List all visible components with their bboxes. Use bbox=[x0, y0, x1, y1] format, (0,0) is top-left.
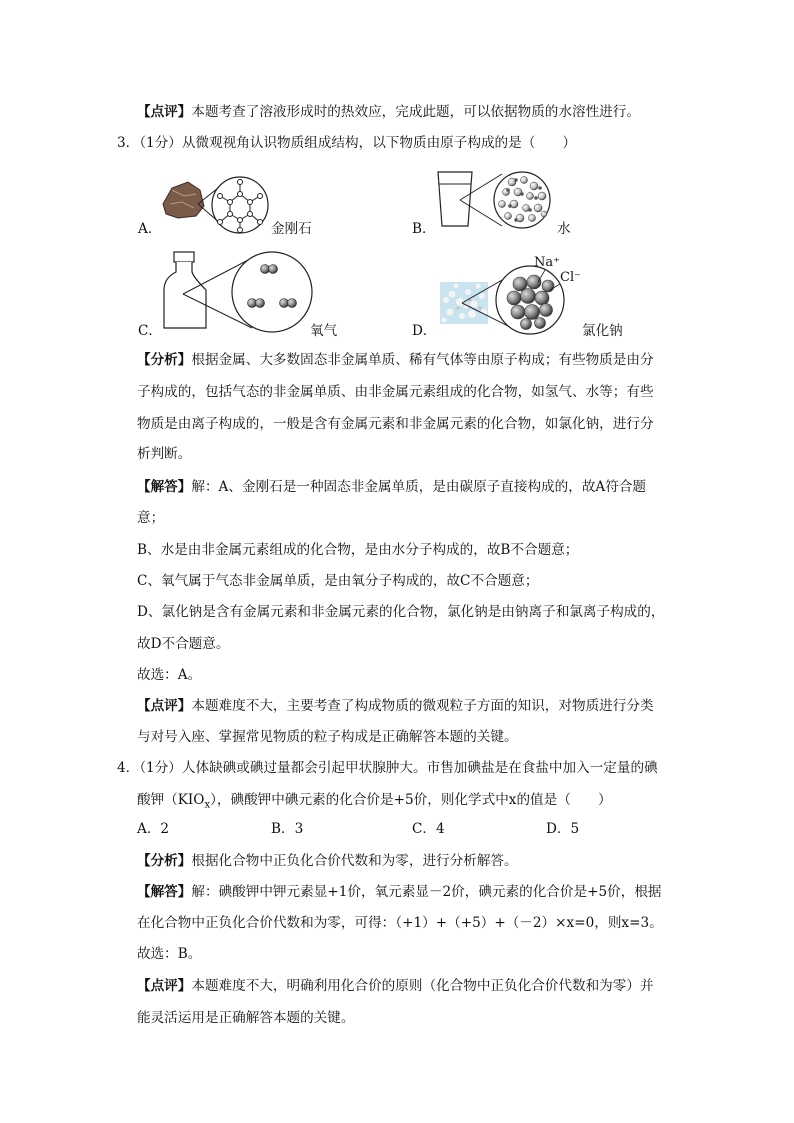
diamond-illustration bbox=[163, 177, 268, 233]
question-3-stem bbox=[117, 133, 576, 153]
review-q4-line-1 bbox=[137, 976, 654, 996]
analysis-q3-line-2: 子构成的，包括气态的非金属单质、由非金属元素组成的化合物，如氢气、水等；有些 bbox=[137, 384, 654, 400]
analysis-tag: 【分析】 bbox=[137, 352, 192, 368]
sodium-ion-label: Na⁺ bbox=[534, 255, 560, 270]
answer-q3-line-5: D、氯化钠是含有金属元素和非金属元素的化合物，氯化钠是由钠离子和氯离子构成的， bbox=[137, 604, 665, 620]
option-b-letter: B． bbox=[412, 221, 436, 237]
option-b: B．3 bbox=[271, 821, 304, 837]
analysis-text: 根据化合物中正负化合价代数和为零，进行分析解答。 bbox=[191, 853, 518, 869]
answer-text: 解：A、金刚石是一种固态非金属单质，是由碳原子直接构成的，故A符合题 bbox=[191, 479, 647, 495]
question-text-cont: ），碘酸钾中碘元素的化合价是+5价，则化学式中x的值是（ ） bbox=[210, 792, 612, 808]
answer-q4-line-1 bbox=[137, 882, 662, 902]
option-c-letter: C． bbox=[138, 323, 162, 339]
review-text: 本题难度不大，主要考查了构成物质的微观粒子方面的知识，对物质进行分类 bbox=[191, 698, 654, 714]
answer-q3-line-1 bbox=[137, 477, 646, 497]
review-q2 bbox=[137, 102, 640, 122]
analysis-q3-line-4: 析判断。 bbox=[137, 446, 192, 462]
analysis-q3-line-1 bbox=[137, 350, 654, 370]
option-b-name: 水 bbox=[557, 221, 571, 237]
answer-q3-line-4: C、氧气属于气态非金属单质，是由氧分子构成的，故C不合题意； bbox=[137, 573, 539, 589]
sodium-chloride-illustration bbox=[440, 266, 564, 334]
answer-q3-line-3: B、水是由非金属元素组成的化合物，是由水分子构成的，故B不合题意； bbox=[137, 542, 579, 558]
review-tag: 【点评】 bbox=[137, 104, 192, 120]
question-number: 3． bbox=[117, 135, 140, 151]
question-score: （1分） bbox=[139, 135, 182, 151]
analysis-tag: 【分析】 bbox=[137, 853, 192, 869]
option-d-name: 氯化钠 bbox=[582, 323, 623, 339]
option-c-name: 氧气 bbox=[310, 323, 338, 339]
question-text: 从微观视角认识物质组成结构，以下物质由原子构成的是（ ） bbox=[181, 135, 577, 151]
question-score: （1分） bbox=[139, 760, 182, 776]
review-q3-line-1 bbox=[137, 696, 654, 716]
review-text: 本题考查了溶液形成时的热效应，完成此题，可以依据物质的水溶性进行。 bbox=[191, 104, 640, 120]
analysis-q4 bbox=[137, 851, 518, 871]
answer-q3-line-2: 意； bbox=[137, 510, 165, 526]
answer-q3-line-7: 故选：A。 bbox=[137, 667, 202, 683]
option-a-name: 金刚石 bbox=[271, 221, 312, 237]
analysis-q3-line-3: 物质是由离子构成的，一般是含有金属元素和非金属元素的化合物，如氯化钠，进行分 bbox=[137, 416, 654, 432]
answer-tag: 【解答】 bbox=[137, 884, 192, 900]
answer-q3-line-6: 故D不合题意。 bbox=[137, 636, 230, 652]
question-number: 4． bbox=[117, 760, 140, 776]
review-text: 本题难度不大，明确利用化合价的原则（化合物中正负化合价代数和为零）并 bbox=[191, 978, 654, 994]
answer-text: 解：碘酸钾中钾元素显+1价，氧元素显－2价，碘元素的化合价是+5价，根据 bbox=[191, 884, 662, 900]
review-tag: 【点评】 bbox=[137, 978, 192, 994]
question-text: 人体缺碘或碘过量都会引起甲状腺肿大。市售加碘盐是在食盐中加入一定量的碘 bbox=[181, 760, 658, 776]
answer-tag: 【解答】 bbox=[137, 479, 192, 495]
formula-subscript: x bbox=[204, 799, 211, 811]
review-q4-line-2: 能灵活运用是正确解答本题的关键。 bbox=[137, 1010, 355, 1026]
formula-prefix: 酸钾（KIO bbox=[137, 792, 205, 808]
chloride-ion-label: Cl⁻ bbox=[560, 270, 581, 285]
review-q3-line-2: 与对号入座、掌握常见物质的粒子构成是正确解答本题的关键。 bbox=[137, 729, 518, 745]
review-tag: 【点评】 bbox=[137, 698, 192, 714]
option-d: D．5 bbox=[546, 821, 580, 837]
option-a-letter: A． bbox=[138, 221, 162, 237]
option-a: A．2 bbox=[137, 821, 170, 837]
answer-q4-line-3: 故选：B。 bbox=[137, 946, 202, 962]
question-4-stem bbox=[117, 758, 658, 778]
option-c: C．4 bbox=[412, 821, 445, 837]
question-3-figure bbox=[0, 160, 794, 350]
question-4-stem-line-2 bbox=[137, 790, 612, 816]
answer-q4-line-2: 在化合物中正负化合价代数和为零，可得：（+1）+（+5）+（－2）×x=0，则x=3。 bbox=[137, 915, 663, 931]
water-glass-illustration bbox=[438, 172, 550, 228]
oxygen-bottle-illustration bbox=[164, 252, 312, 332]
analysis-text: 根据金属、大多数固态非金属单质、稀有气体等由原子构成；有些物质是由分 bbox=[191, 352, 654, 368]
option-d-letter: D． bbox=[412, 323, 437, 339]
